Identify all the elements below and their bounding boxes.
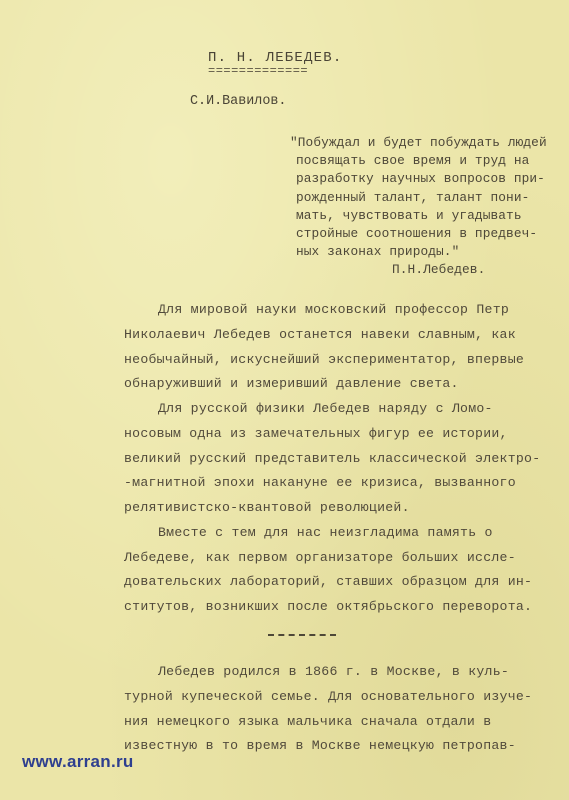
paragraph-line: релятивистско-квантовой революцией. xyxy=(124,500,410,515)
paragraph-line: -магнитной эпохи накануне ее кризиса, вызванного xyxy=(124,475,516,490)
paragraph-line: Лебедеве, как первом организаторе больших иссле- xyxy=(124,550,516,565)
epigraph-signature: П.Н.Лебедев. xyxy=(392,262,486,277)
paragraph-line: Для русской физики Лебедев наряду с Ломо- xyxy=(158,401,493,416)
title-underline: ============= xyxy=(208,64,309,78)
paragraph-line: обнаруживший и измеривший давление света. xyxy=(124,376,459,391)
paragraph-line: ния немецкого языка мальчика сначала отдали в xyxy=(124,714,492,729)
epigraph-line: ных законах природы." xyxy=(296,244,460,259)
epigraph-line: разработку научных вопросов при- xyxy=(296,171,545,186)
paragraph-line: Лебедев родился в 1866 г. в Москве, в куль- xyxy=(158,664,510,679)
paragraph-line: известную в то время в Москве немецкую петропав- xyxy=(124,738,516,753)
epigraph-line: мать, чувствовать и угадывать xyxy=(296,208,522,223)
paragraph-line: великий русский представитель классической электро- xyxy=(124,451,541,466)
epigraph-line: "Побуждал и будет побуждать людей xyxy=(290,135,547,150)
paragraph-line: необычайный, искуснейший экспериментатор, впервые xyxy=(124,352,525,367)
paragraph-line: носовым одна из замечательных фигур ее истории, xyxy=(124,426,508,441)
site-watermark: www.arran.ru xyxy=(22,752,134,771)
paragraph-line: ститутов, возникших после октябрьского переворота. xyxy=(124,599,533,614)
epigraph-line: стройные соотношения в предвеч- xyxy=(296,226,538,241)
paragraph-line: турной купеческой семье. Для основательного изуче- xyxy=(124,689,533,704)
epigraph-line: рожденный талант, талант пони- xyxy=(296,190,530,205)
section-separator xyxy=(268,634,336,636)
paragraph-line: Вместе с тем для нас неизгладима память о xyxy=(158,525,493,540)
paragraph-line: Для мировой науки московский профессор Петр xyxy=(158,302,510,317)
document-title: П. Н. ЛЕБЕДЕВ. xyxy=(208,50,343,66)
paragraph-line: довательских лабораторий, ставших образцом для ин- xyxy=(124,574,533,589)
paragraph-line: Николаевич Лебедев останется навеки славным, как xyxy=(124,327,516,342)
epigraph-line: посвящать свое время и труд на xyxy=(296,153,530,168)
author-name: С.И.Вавилов. xyxy=(190,94,287,109)
